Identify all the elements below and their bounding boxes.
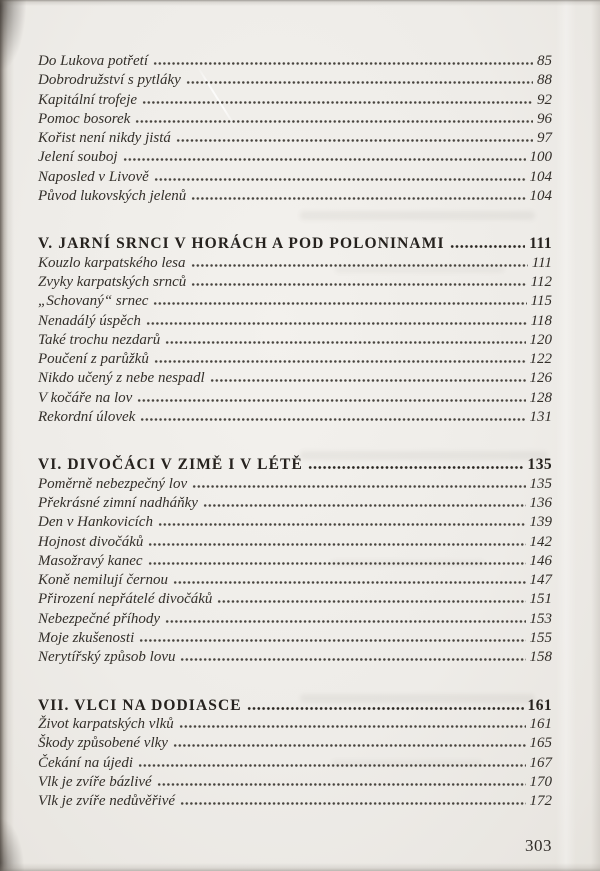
toc-entry-title: V kočáře na lov [38, 389, 133, 406]
toc-entry [38, 754, 552, 773]
toc-entry-page: 111 [531, 254, 552, 271]
toc-entry [38, 312, 552, 331]
toc-entry-title: Do Lukova potřetí [38, 53, 148, 69]
dot-leader [146, 322, 527, 325]
dot-leader [179, 725, 526, 728]
toc-section [38, 234, 552, 427]
dot-leader [137, 399, 525, 402]
toc-entry [38, 533, 552, 552]
dot-leader [180, 658, 525, 661]
toc-entry-page: 131 [529, 409, 552, 426]
toc-entry-title: Vlk je zvíře nedůvěřivé [38, 793, 176, 810]
toc-entry-title: Den v Hankovicích [38, 514, 153, 531]
toc-entry [38, 494, 552, 513]
toc-entry-title: Masožravý kanec [38, 552, 143, 569]
toc [38, 52, 552, 811]
dot-leader [450, 245, 526, 248]
toc-entry-page: 167 [529, 754, 552, 771]
dot-leader [165, 620, 525, 623]
toc-entry [38, 71, 552, 90]
toc-entry [38, 571, 552, 590]
toc-entry-page: 118 [530, 312, 552, 329]
toc-entry [38, 734, 552, 753]
toc-entry-title: Kořist není nikdy jistá [38, 130, 171, 147]
toc-entry [38, 254, 552, 273]
page-corner-bottom-left [0, 819, 24, 871]
page-edge-right [591, 0, 600, 871]
toc-entry-title: Moje zkušenosti [38, 630, 135, 647]
toc-entry-page: 142 [529, 533, 552, 550]
toc-entry [38, 292, 552, 311]
toc-entry-title: Přirození nepřátelé divočáků [38, 591, 213, 608]
toc-entry-page: 122 [529, 351, 552, 368]
dot-leader [173, 581, 526, 584]
toc-entry [38, 389, 552, 408]
dot-leader [140, 418, 525, 421]
toc-entry [38, 148, 552, 167]
toc-heading [38, 696, 552, 715]
toc-entry [38, 475, 552, 494]
toc-entry-title: Poměrně nebezpečný lov [38, 475, 188, 492]
toc-entry-title: Nerytířský způsob lovu [38, 649, 176, 666]
toc-section [38, 455, 552, 667]
toc-entry [38, 129, 552, 148]
toc-entry-page: 170 [529, 773, 552, 790]
toc-entry [38, 408, 552, 427]
dot-leader [173, 744, 526, 747]
toc-entry [38, 513, 552, 532]
dot-leader [154, 360, 526, 363]
toc-entry-page: 135 [529, 475, 552, 492]
toc-entry-page: 92 [537, 91, 552, 108]
toc-entry [38, 773, 552, 792]
toc-entry-title: Kouzlo karpatského lesa [38, 254, 186, 271]
dot-leader [191, 264, 528, 267]
toc-heading-page: 111 [529, 235, 552, 253]
toc-heading-title: V. JARNÍ SRNCI V HORÁCH A POD POLONINAMI [38, 235, 445, 253]
toc-entry [38, 350, 552, 369]
toc-entry-title: Nikdo učený z nebe nespadl [38, 370, 205, 387]
toc-heading [38, 455, 552, 474]
toc-entry [38, 91, 552, 110]
dot-leader [308, 466, 524, 469]
toc-entry-page: 96 [537, 110, 552, 127]
toc-entry [38, 648, 552, 667]
toc-entry-page: 88 [537, 72, 552, 89]
dot-leader [180, 802, 525, 805]
toc-entry-page: 161 [529, 715, 552, 732]
toc-entry-title: Kapitální trofeje [38, 91, 138, 108]
toc-entry [38, 187, 552, 206]
toc-heading-page: 161 [527, 696, 552, 714]
page-corner-top-left [0, 0, 26, 70]
toc-entry-title: „Schovaný“ srnec [38, 293, 149, 310]
dot-leader [138, 764, 526, 767]
dot-leader [123, 158, 526, 161]
toc-entry-page: 120 [529, 331, 552, 348]
toc-entry-page: 115 [530, 293, 552, 310]
toc-heading-title: VI. DIVOČÁCI V ZIMĚ I V LÉTĚ [38, 456, 303, 474]
toc-entry-title: Překrásné zimní nadháňky [38, 494, 198, 511]
toc-entry-title: Zvyky karpatských srnců [38, 273, 187, 290]
toc-entry-page: 139 [529, 514, 552, 531]
dot-leader [176, 139, 533, 142]
toc-entry-page: 85 [537, 53, 552, 69]
toc-entry-page: 104 [529, 188, 552, 205]
toc-entry-page: 147 [529, 572, 552, 589]
toc-heading [38, 234, 552, 253]
toc-entry [38, 629, 552, 648]
scan-light-band [556, 0, 576, 871]
dot-leader [192, 485, 525, 488]
dot-leader [153, 62, 533, 65]
dot-leader [217, 600, 525, 603]
toc-entry [38, 792, 552, 811]
toc-entry-title: Rekordní úlovek [38, 409, 136, 426]
toc-entry-title: Poučení z parůžků [38, 351, 149, 368]
toc-heading-title: VII. VLCI NA DODIASCE [38, 696, 242, 714]
toc-entry-title: Naposled v Livově [38, 168, 149, 185]
dot-leader [158, 523, 526, 526]
dot-leader [191, 197, 525, 200]
dot-leader [191, 283, 526, 286]
dot-leader [210, 379, 526, 382]
toc-section [38, 52, 552, 206]
dot-leader [139, 639, 525, 642]
toc-entry-page: 97 [537, 130, 552, 147]
page-edge-top [0, 0, 600, 6]
toc-entry-page: 100 [529, 149, 552, 166]
toc-entry-page: 104 [529, 168, 552, 185]
toc-entry-title: Pomoc bosorek [38, 110, 131, 127]
toc-entry-title: Nenadálý úspěch [38, 312, 141, 329]
toc-entry-page: 165 [529, 735, 552, 752]
toc-entry-title: Jelení souboj [38, 149, 118, 166]
toc-entry-title: Také trochu nezdarů [38, 331, 161, 348]
toc-entry-page: 172 [529, 793, 552, 810]
toc-heading-page: 135 [527, 456, 552, 474]
toc-entry-title: Čekání na újedi [38, 754, 133, 771]
toc-entry-page: 151 [529, 591, 552, 608]
dot-leader [148, 562, 526, 565]
dot-leader [142, 101, 533, 104]
toc-entry [38, 715, 552, 734]
toc-entry [38, 273, 552, 292]
toc-entry [38, 110, 552, 129]
page-edge-bottom [0, 863, 600, 871]
toc-entry-title: Život karpatských vlků [38, 715, 174, 732]
toc-entry-page: 112 [530, 273, 552, 290]
toc-section [38, 696, 552, 812]
toc-entry-page: 155 [529, 630, 552, 647]
page-number: 303 [525, 836, 552, 855]
dot-leader [186, 81, 533, 84]
toc-entry-page: 136 [529, 494, 552, 511]
dot-leader [157, 783, 526, 786]
page-edge-left [0, 0, 14, 871]
dot-leader [153, 302, 526, 305]
dot-leader [203, 504, 526, 507]
toc-entry-page: 146 [529, 552, 552, 569]
toc-entry [38, 610, 552, 629]
dot-leader [148, 543, 525, 546]
toc-entry-title: Původ lukovských jelenů [38, 188, 187, 205]
toc-entry-page: 158 [529, 649, 552, 666]
toc-entry-title: Škody způsobené vlky [38, 735, 168, 752]
toc-entry-title: Hojnost divočáků [38, 533, 144, 550]
dot-leader [165, 341, 525, 344]
toc-entry [38, 369, 552, 388]
toc-entry [38, 331, 552, 350]
toc-entry [38, 590, 552, 609]
toc-entry-title: Koně nemilují černou [38, 572, 168, 589]
dot-leader [135, 120, 533, 123]
toc-entry-title: Dobrodružství s pytláky [38, 72, 181, 89]
toc-entry-page: 153 [529, 610, 552, 627]
toc-entry-title: Vlk je zvíře bázlivé [38, 773, 152, 790]
toc-entry-page: 128 [529, 389, 552, 406]
toc-entry-page: 126 [529, 370, 552, 387]
toc-entry [38, 552, 552, 571]
toc-entry [38, 52, 552, 71]
dot-leader [154, 178, 526, 181]
dot-leader [247, 707, 524, 710]
toc-entry-title: Nebezpečné příhody [38, 610, 161, 627]
toc-entry [38, 168, 552, 187]
